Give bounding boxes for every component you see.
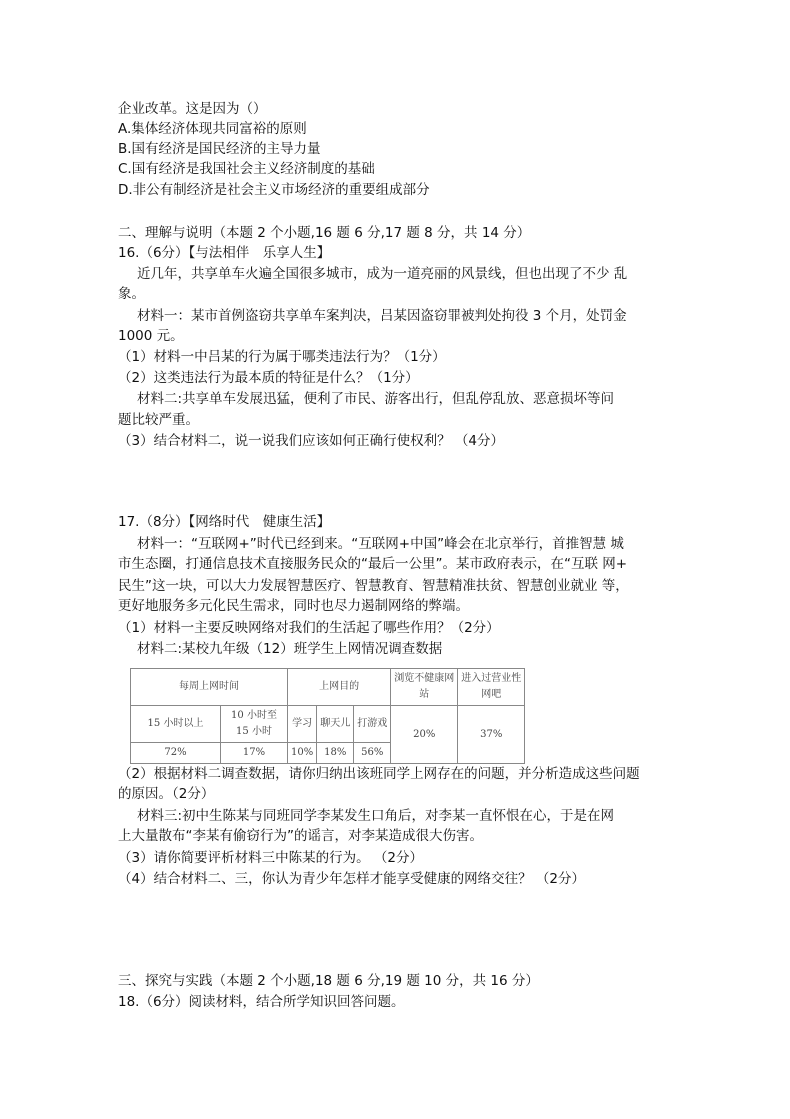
table-cell: 10% (288, 743, 317, 764)
text-line: 18.（6分）阅读材料，结合所学知识回答问题。 (118, 994, 405, 1010)
text-line: 材料一：某市首例盗窃共享单车案判决，吕某因盗窃罪被判处拘役 3 个月，处罚金 (137, 308, 627, 324)
table-header: 浏览不健康网站 (391, 669, 458, 706)
text-line: B.国有经济是国民经济的主导力量 (118, 141, 321, 157)
text-line: 市生态圈，打通信息技术直接服务民众的“最后一公里”。某市政府表示，在“互联 网+ (118, 556, 628, 572)
text-line: （1）材料一主要反映网络对我们的生活起了哪些作用？（2分） (118, 620, 500, 636)
table-header: 进入过营业性网吧 (458, 669, 525, 706)
table-cell: 15 小时以上 (131, 706, 221, 743)
table-cell: 37% (458, 706, 525, 764)
table-cell: 打游戏 (354, 706, 391, 743)
text-line: （3）结合材料二，说一说我们应该如何正确行使权利？ （4分） (118, 433, 504, 449)
text-line: （2）这类违法行为最本质的特征是什么？（1分） (118, 370, 419, 386)
text-line: 二、理解与说明（本题 2 个小题,16 题 6 分,17 题 8 分，共 14 分） (118, 225, 531, 241)
text-line: （3）请你简要评析材料三中陈某的行为。 （2分） (118, 850, 423, 866)
text-line: 材料二:共享单车发展迅猛，便利了市民、游客出行，但乱停乱放、恶意损坏等问 (137, 391, 615, 407)
text-line: 16.（6分）【与法相伴 乐享人生】 (118, 245, 331, 261)
table-cell: 聊天儿 (317, 706, 354, 743)
text-line: 象。 (118, 286, 145, 302)
table-cell: 56% (354, 743, 391, 764)
table-header: 每周上网时间 (131, 669, 288, 706)
text-line: 材料二:某校九年级（12）班学生上网情况调查数据 (137, 641, 443, 657)
table-cell: 17% (221, 743, 288, 764)
text-line: 材料一：“互联网+”时代已经到来。“互联网+中国”峰会在北京举行，首推智慧 城 (137, 536, 624, 552)
text-line: 民生”这一块，可以大力发展智慧医疗、智慧教育、智慧精准扶贫、智慧创业就业 等， (118, 578, 629, 594)
table-cell: 10 小时至 15 小时 (221, 706, 288, 743)
text-line: （2）根据材料二调查数据，请你归纳出该班同学上网存在的问题，并分析造成这些问题 (118, 766, 640, 782)
text-line: 题比较严重。 (118, 412, 199, 428)
text-line: 三、探究与实践（本题 2 个小题,18 题 6 分,19 题 10 分，共 16 分） (118, 973, 539, 989)
text-line: 材料三:初中生陈某与同班同学李某发生口角后，对李某一直怀恨在心，于是在网 (137, 808, 615, 824)
text-line: 上大量散布“李某有偷窃行为”的谣言，对李某造成很大伤害。 (118, 828, 483, 844)
table-cell: 72% (131, 743, 221, 764)
table-cell: 学习 (288, 706, 317, 743)
table-cell: 18% (317, 743, 354, 764)
table-cell: 20% (391, 706, 458, 764)
text-line: A.集体经济体现共同富裕的原则 (118, 121, 307, 137)
text-line: 近几年，共享单车火遍全国很多城市，成为一道亮丽的风景线，但也出现了不少 乱 (137, 266, 628, 282)
text-line: （1）材料一中吕某的行为属于哪类违法行为？（1分） (118, 349, 446, 365)
text-line: 的原因。（2分） (118, 786, 215, 802)
survey-table (130, 668, 525, 764)
text-line: 17.（8分）【网络时代 健康生活】 (118, 514, 331, 530)
text-line: （4）结合材料二、三，你认为青少年怎样才能享受健康的网络交往？ （2分） (118, 871, 585, 887)
text-line: 更好地服务多元化民生需求，同时也尽力遏制网络的弊端。 (118, 598, 469, 614)
table-header: 上网目的 (288, 669, 391, 706)
text-line: 企业改革。这是因为（） (118, 101, 267, 117)
text-line: D.非公有制经济是社会主义市场经济的重要组成部分 (118, 182, 430, 198)
text-line: 1000 元。 (118, 328, 184, 344)
text-line: C.国有经济是我国社会主义经济制度的基础 (118, 161, 375, 177)
